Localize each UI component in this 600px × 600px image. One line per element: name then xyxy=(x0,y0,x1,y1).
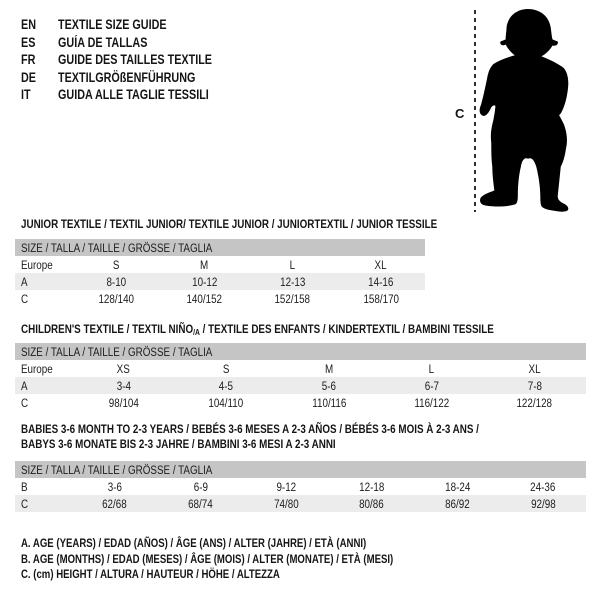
table-row xyxy=(15,273,425,290)
toddler-silhouette-icon xyxy=(479,7,571,214)
size-header-text: SIZE / TALLA / TAILLE / GRÖSSE / TAGLIA xyxy=(21,344,213,359)
lang-row-en xyxy=(21,16,251,34)
size-cell: 128/140 xyxy=(98,291,134,306)
size-header-bar xyxy=(15,239,425,256)
size-cell: 7-8 xyxy=(527,378,542,393)
size-cell: S xyxy=(222,361,230,376)
junior-table xyxy=(15,239,425,307)
lang-code: DE xyxy=(21,69,37,85)
babies-table xyxy=(15,461,586,512)
size-cell: 12-13 xyxy=(280,274,306,289)
row-label: Europe xyxy=(21,257,53,272)
size-cell: 86/92 xyxy=(445,496,470,511)
size-cell: 6-9 xyxy=(193,479,208,494)
language-list xyxy=(21,16,251,104)
size-cell: 18-24 xyxy=(444,479,471,494)
table-row xyxy=(15,495,586,512)
size-cell: 158/170 xyxy=(363,291,399,306)
size-cell: L xyxy=(289,257,296,272)
size-cell: 14-16 xyxy=(368,274,394,289)
size-cell: 92/98 xyxy=(530,496,556,511)
lang-code: FR xyxy=(21,52,36,68)
size-cell: XS xyxy=(116,361,130,376)
row-label: A xyxy=(21,274,28,289)
children-table xyxy=(15,343,586,411)
size-cell: 12-18 xyxy=(359,479,385,494)
table-row xyxy=(15,394,586,411)
children-title-subscript: /A xyxy=(193,327,200,337)
size-cell: 152/158 xyxy=(274,291,311,306)
lang-code: IT xyxy=(21,87,31,103)
table-row xyxy=(15,256,425,273)
junior-title-text: JUNIOR TEXTILE / TEXTIL JUNIOR/ TEXTILE JUNIOR / JUNIORTEXTIL / JUNIOR TESSILE xyxy=(21,217,438,231)
babies-title-line2: BABYS 3-6 MONATE BIS 2-3 JAHRE / BAMBINI 3-6 MESI A 2-3 ANNI xyxy=(21,436,336,451)
size-cell: 140/152 xyxy=(186,291,223,306)
table-row xyxy=(15,377,586,394)
size-cell: 80/86 xyxy=(359,496,385,511)
size-cell: 10-12 xyxy=(191,274,217,289)
height-measure-label: C xyxy=(455,106,465,121)
lang-code: ES xyxy=(21,34,36,50)
row-label: B xyxy=(21,479,28,494)
row-label: A xyxy=(21,378,28,393)
size-cell: L xyxy=(429,361,435,376)
size-header-text: SIZE / TALLA / TAILLE / GRÖSSE / TAGLIA xyxy=(21,240,213,255)
children-title-text: CHILDREN'S TEXTILE / TEXTIL NIÑO/A / TEXTILE DES ENFANTS / KINDERTEXTIL / BAMBINI TESSILE xyxy=(21,322,494,337)
lang-label: TEXTILE SIZE GUIDE xyxy=(58,17,167,33)
table-row xyxy=(15,290,425,307)
size-cell: 6-7 xyxy=(424,378,439,393)
row-label: Europe xyxy=(21,361,53,376)
size-cell: 5-6 xyxy=(321,378,337,393)
row-label: C xyxy=(21,291,29,306)
lang-row-fr xyxy=(21,51,251,69)
size-cell: 104/110 xyxy=(208,395,244,410)
footnote-age-months: B. AGE (MONTHS) / EDAD (MESES) / ÂGE (MOIS) / ALTER (MONATE) / ETÀ (MESI) xyxy=(21,551,394,566)
footnote-age-years: A. AGE (YEARS) / EDAD (AÑOS) / ÂGE (ANS) / ALTER (JAHRE) / ETÀ (ANNI) xyxy=(21,536,367,550)
size-cell: 62/68 xyxy=(102,496,128,511)
babies-section-title xyxy=(21,422,593,451)
size-cell: XL xyxy=(528,361,541,376)
size-cell: 9-12 xyxy=(276,479,297,494)
table-row xyxy=(15,478,586,495)
junior-section-title xyxy=(21,217,541,232)
size-header-text: SIZE / TALLA / TAILLE / GRÖSSE / TAGLIA xyxy=(21,462,213,477)
lang-code: EN xyxy=(21,17,37,33)
size-cell: S xyxy=(112,257,120,272)
size-cell: 24-36 xyxy=(530,479,556,494)
size-cell: M xyxy=(200,257,209,272)
size-header-bar xyxy=(15,461,586,478)
size-cell: 116/122 xyxy=(414,395,450,410)
size-cell: M xyxy=(324,361,334,376)
height-dashed-line xyxy=(474,10,476,212)
size-cell: 122/128 xyxy=(516,395,553,410)
row-label: C xyxy=(21,496,29,511)
size-cell: 68/74 xyxy=(188,496,213,511)
row-label: C xyxy=(21,395,29,410)
babies-title-line1: BABIES 3-6 MONTH TO 2-3 YEARS / BEBÉS 3-6 MESES A 2-3 AÑOS / BÉBÉS 3-6 MOIS À 2-3 ANS / xyxy=(21,422,479,436)
children-section-title xyxy=(21,322,600,340)
table-row xyxy=(15,360,586,377)
footnote-height-cm: C. (cm) HEIGHT / ALTURA / HAUTEUR / HÖHE / ALTEZZA xyxy=(21,567,280,581)
size-cell: XL xyxy=(374,257,387,272)
footnotes xyxy=(21,537,486,584)
lang-row-de xyxy=(21,69,251,87)
size-cell: 98/104 xyxy=(108,395,139,410)
size-cell: 74/80 xyxy=(273,496,299,511)
size-header-bar xyxy=(15,343,586,360)
size-cell: 3-4 xyxy=(116,378,131,393)
size-cell: 110/116 xyxy=(311,395,347,410)
lang-row-it xyxy=(21,86,251,104)
size-cell: 8-10 xyxy=(106,274,126,289)
size-cell: 4-5 xyxy=(219,378,234,393)
lang-label: GUIDA ALLE TAGLIE TESSILI xyxy=(58,87,209,103)
lang-label: TEXTILGRÖßENFÜHRUNG xyxy=(58,69,196,85)
lang-label: GUÍA DE TALLAS xyxy=(58,34,148,50)
lang-label: GUIDE DES TAILLES TEXTILE xyxy=(58,52,213,68)
size-cell: 3-6 xyxy=(107,479,122,494)
lang-row-es xyxy=(21,34,251,52)
